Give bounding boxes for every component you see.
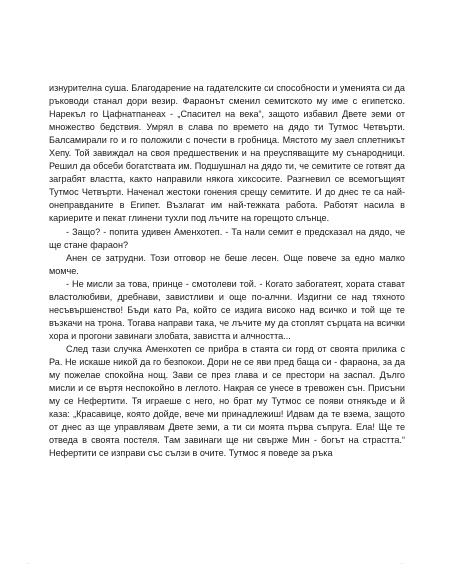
- paragraph: Анен се затрудни. Този отговор не беше лесен. Още повече за едно малко момче.: [49, 252, 405, 276]
- paragraph: изнурителна суша. Благодарение на гадателските си способности и уменията си да ръководи станал дори везир. Фараонът сменил семитското му име с египетско. Нарекъл го Цафнатпанеах - „Спасител на века“, защото избавил Двете земи от множество бедствия. Умрял в слава по времето на дядо ти Тутмос Четвърти. Балсамирали го и го положили с почести в гробница. Мястото му заел сплетникът Хепу. Той завиждал на своя предшественик и на преуспяващите му сънародници. Решил да обсеби богатствата им. Подшушнал на дядо ти, че семитите се готвят да заграбят властта, както направили някога хиксосите. Разгневил се всемогъщият Тутмос Четвърти. Наченал жестоки гонения срещу семитите. И до днес те са най-онеправданите в Египет. Възлагат им най-тежката работа. Работят насила в кариерите и пекат глинени тухли под лъчите на горещото слънце.: [49, 83, 405, 224]
- paragraph: - Защо? - попита удивен Аменхотеп. - Та нали семит е предсказал на дядо, че ще стане фараон?: [49, 226, 405, 250]
- footer-mark-left: —: [26, 560, 30, 565]
- footer-mark-right: —: [400, 560, 404, 565]
- paragraph: - Не мисли за това, принце - смотолеви той. - Когато забогатеят, хората стават властолюбиви, дребнави, завистливи и още по-алчни. Издигни се над тяхното несъвършенство! Бъди като Ра, който се издига високо над всичко и той ще те възкачи на трона. Тогава направи така, че лъчите му да стоплят сърцата на всички хора и прогони завинаги злобата, завистта и алчността...: [49, 278, 405, 341]
- paragraph: След тази случка Аменхотеп се прибра в стаята си горд от своята прилика с Ра. Не искаше никой да го безпокои. Дори не се яви пред баща си - фараона, за да му пожелае спокойна нощ. Зави се през глава и се престори на заспал. Дълго мисли и се въртя неспокойно в леглото. Накрая се унесе в тревожен сън. Присъни му се Нефертити. Тя играеше с него, но брат му Тутмос се появи отнякъде и й каза: „Красавице, която дойде, вече ми принадлежиш! Идвам да те взема, защото от днес аз ще управлявам Двете земи, а ти си моята първа съпруга. Ела! Ще те отведа в своята постеля. Там завинаги ще ни свърже Мин - богът на страстта.“ Нефертити се изправи със сълзи в очите. Тутмос я поведе за ръка: [49, 343, 405, 459]
- body-text: [49, 82, 405, 460]
